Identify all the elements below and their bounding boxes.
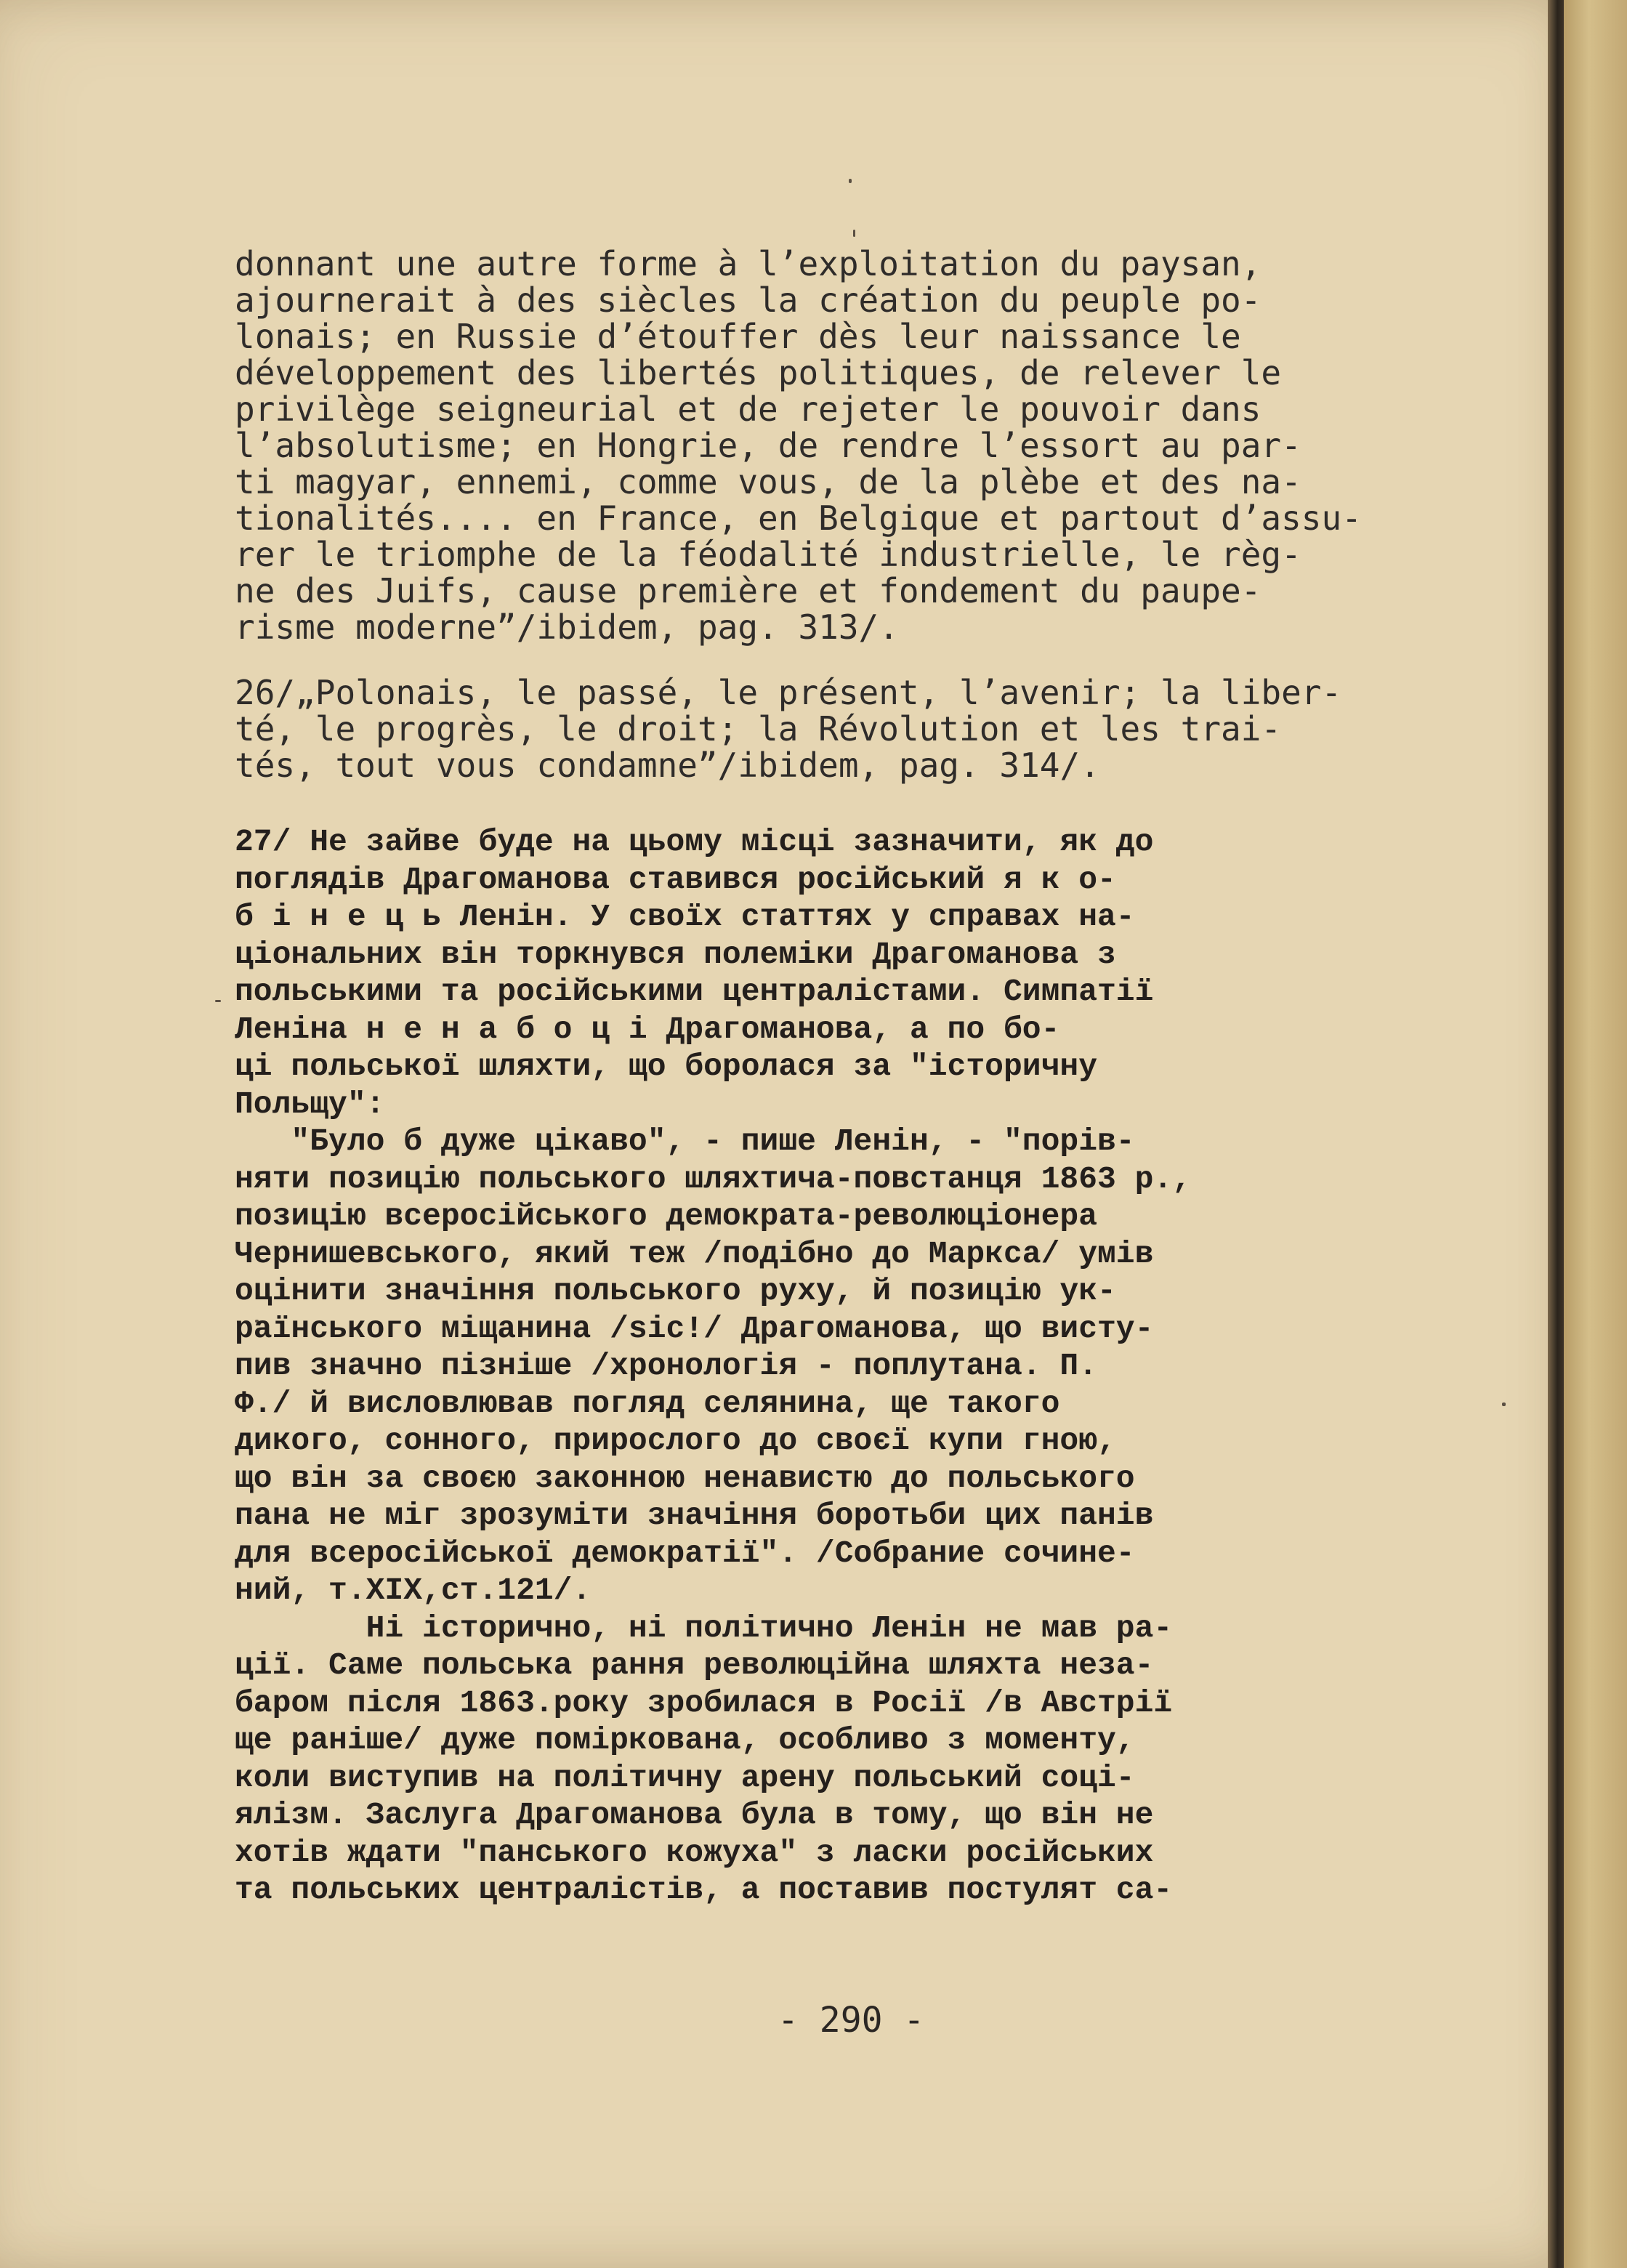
- text-line: Польщу":: [235, 1086, 385, 1122]
- footnote-27: [235, 823, 1514, 1909]
- text-line: хотів ждати "панського кожуха" з ласки російських: [235, 1834, 1154, 1871]
- text-line: ялізм. Заслуга Драгоманова була в тому, що він не: [235, 1797, 1154, 1833]
- text-line: ції. Саме польська рання революційна шляхта неза-: [235, 1647, 1154, 1683]
- text-line: 27/ Не зайве буде на цьому місці зазначити, як до: [235, 824, 1154, 860]
- page-number: - 290 -: [778, 2000, 925, 2041]
- paper-speck: [853, 230, 855, 237]
- text-line: позицію всеросійського демократа-революціонера: [235, 1198, 1097, 1234]
- text-line: поглядів Драгоманова ставився російський я к о-: [235, 861, 1116, 897]
- text-line: Ф./ й висловлював погляд селянина, ще такого: [235, 1385, 1060, 1421]
- text-line: donnant une autre forme à l’exploitation du paysan,: [235, 244, 1261, 283]
- text-line: Чернишевського, який теж /подібно до Маркса/ умів: [235, 1235, 1154, 1272]
- footnote-26: [235, 674, 1514, 783]
- text-line: няти позицію польського шляхтича-повстанця 1863 р.,: [235, 1161, 1192, 1197]
- french-quote-continuation: [235, 246, 1514, 645]
- text-line: оцінити значіння польського руху, й позицію ук-: [235, 1273, 1116, 1309]
- text-line: пив значно пізніше /хронологія - поплутана. П.: [235, 1348, 1097, 1384]
- text-line: tionalités.... en France, en Belgique et partout d’assu-: [235, 499, 1362, 538]
- text-line: Леніна н е н а б о ц і Драгоманова, а по бо-: [235, 1011, 1060, 1047]
- text-line: для всеросійської демократії". /Собрание сочине-: [235, 1535, 1135, 1571]
- text-line: ний, т.XIX,ст.121/.: [235, 1573, 592, 1608]
- text-line: та польських централістів, а поставив постулят са-: [235, 1872, 1173, 1908]
- text-line: що він за своєю законною ненавистю до польського: [235, 1460, 1135, 1496]
- text-line: ще раніше/ дуже поміркована, особливо з моменту,: [235, 1722, 1135, 1758]
- text-line: risme moderne”/ibidem, pag. 313/.: [235, 608, 899, 647]
- text-line: б і н е ц ь Ленін. У своїх статтях у справах на-: [235, 899, 1135, 935]
- text-line: ne des Juifs, cause première et fondement du paupe-: [235, 571, 1261, 610]
- text-line: ti magyar, ennemi, comme vous, de la plèbe et des na-: [235, 462, 1301, 501]
- text-line: ці польської шляхти, що боролася за "історичну: [235, 1049, 1097, 1084]
- text-line: tés, tout vous condamne”/ibidem, pag. 314/.: [235, 746, 1100, 785]
- book-spine-shadow: [1548, 0, 1564, 2268]
- text-line: lonais; en Russie d’étouffer dès leur naissance le: [235, 317, 1241, 356]
- text-line: баром після 1863.року зробилася в Росії /в Австрії: [235, 1684, 1173, 1721]
- main-text: [235, 246, 1514, 1909]
- text-line: rer le triomphe de la féodalité industrielle, le règ-: [235, 535, 1301, 574]
- text-line: "Було б дуже цікаво", - пише Ленін, - "порів-: [235, 1123, 1135, 1159]
- text-line: l’absolutisme; en Hongrie, de rendre l’essort au par-: [235, 426, 1301, 465]
- facing-page-edge: [1564, 0, 1627, 2268]
- text-line: польськими та російськими централістами. Симпатії: [235, 974, 1154, 1009]
- text-line: дикого, сонного, прироcлого до своєї купи гною,: [235, 1423, 1116, 1458]
- text-line: développement des libertés politiques, de relever le: [235, 353, 1282, 392]
- text-line: 26/„Polonais, le passé, le présent, l’avenir; la liber-: [235, 673, 1342, 712]
- text-line: коли виступив на політичну арену польський соці-: [235, 1759, 1135, 1796]
- text-line: ajournerait à des siècles la création du peuple po-: [235, 281, 1261, 320]
- paper-speck: [849, 179, 852, 183]
- text-line: раїнського міщанина /sic!/ Драгоманова, що висту-: [235, 1310, 1154, 1347]
- text-line: Ні історично, ні політично Ленін не мав ра-: [235, 1610, 1173, 1646]
- text-line: ціональних він торкнувся полеміки Драгоманова з: [235, 936, 1116, 972]
- text-line: privilège seigneurial et de rejeter le pouvoir dans: [235, 390, 1261, 429]
- text-line: té, le progrès, le droit; la Révolution et les trai-: [235, 709, 1282, 748]
- text-line: пана не міг зрозуміти значіння боротьби цих панів: [235, 1498, 1154, 1533]
- paper-speck: [215, 1000, 221, 1002]
